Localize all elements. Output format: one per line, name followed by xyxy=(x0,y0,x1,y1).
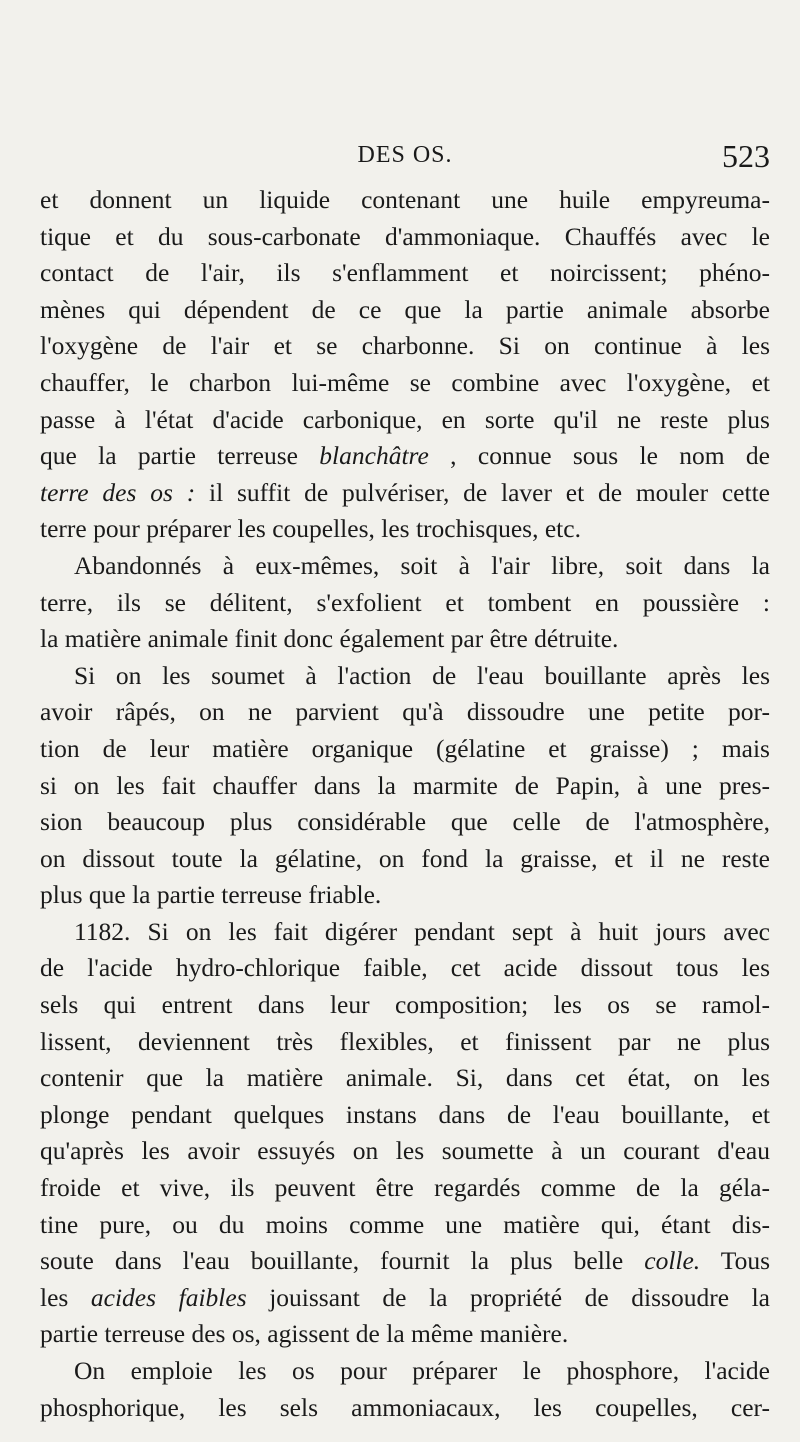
italic-term: acides faibles xyxy=(90,1282,247,1312)
text-line: avoir râpés, on ne parvient qu'à dissoudre une petite por- xyxy=(40,697,770,727)
text-line: l'oxygène de l'air et se charbonne. Si on continue à les xyxy=(40,331,770,361)
text-line: Abandonnés à eux-mêmes, soit à l'air libre, soit dans la xyxy=(74,550,770,580)
text-line: plonge pendant quelques instans dans de l'eau bouillante, et xyxy=(40,1099,770,1129)
text-line: contenir que la matière animale. Si, dans cet état, on les xyxy=(40,1063,770,1093)
text-segment: soute dans l'eau bouillante, fournit la plus belle xyxy=(40,1246,645,1276)
italic-term: blanchâtre xyxy=(319,441,429,471)
text-line: plus que la partie terreuse friable. xyxy=(40,880,382,910)
page-number: 523 xyxy=(722,138,770,174)
text-line xyxy=(40,1243,770,1280)
text-line: lissent, deviennent très flexibles, et finissent par ne plus xyxy=(40,1026,770,1056)
text-line xyxy=(40,438,770,475)
text-line: On emploie les os pour préparer le phosphore, l'acide xyxy=(74,1356,770,1385)
text-segment: Tous xyxy=(700,1246,770,1276)
text-line: chauffer, le charbon lui-même se combine avec l'oxygène, et xyxy=(40,367,770,397)
text-line: tique et du sous-carbonate d'ammoniaque. Chauffés avec le xyxy=(40,221,770,251)
text-line: la matière animale finit donc également par être détruite. xyxy=(40,624,619,654)
text-segment: jouissant de la propriété de dissoudre la xyxy=(246,1282,770,1312)
text-line: passe à l'état d'acide carbonique, en sorte qu'il ne reste plus xyxy=(40,404,770,434)
text-segment: les xyxy=(40,1282,91,1312)
page-header xyxy=(40,138,770,178)
text-line: terre pour préparer les coupelles, les trochisques, etc. xyxy=(40,514,581,544)
text-line: Si on les soumet à l'action de l'eau bouillante après les xyxy=(74,660,770,690)
text-segment: , connue sous le nom de xyxy=(428,441,770,471)
italic-term: terre des os : xyxy=(40,477,196,507)
text-segment: que la partie terreuse xyxy=(40,441,320,471)
text-line: froide et vive, ils peuvent être regardés comme de la géla- xyxy=(40,1173,770,1203)
text-line: de l'acide hydro-chlorique faible, cet acide dissout tous les xyxy=(40,953,770,983)
text-line: phosphorique, les sels ammoniacaux, les coupelles, cer- xyxy=(40,1392,770,1422)
text-line: si on les fait chauffer dans la marmite de Papin, à une pres- xyxy=(40,770,770,800)
text-line: sels qui entrent dans leur composition; les os se ramol- xyxy=(40,990,770,1020)
text-line: mènes qui dépendent de ce que la partie animale absorbe xyxy=(40,294,770,324)
text-line: contact de l'air, ils s'enflamment et noircissent; phéno- xyxy=(40,258,770,288)
running-head: DES OS. xyxy=(357,142,453,168)
text-segment: il suffit de pulvériser, de laver et de mouler cette xyxy=(195,477,770,507)
text-line: terre, ils se délitent, s'exfolient et tombent en poussière : xyxy=(40,587,770,617)
text-line: partie terreuse des os, agissent de la même manière. xyxy=(40,1319,569,1349)
text-line: on dissout toute la gélatine, on fond la graisse, et il ne reste xyxy=(40,843,770,873)
text-line: tine pure, ou du moins comme une matière qui, étant dis- xyxy=(40,1209,770,1239)
text-line: tion de leur matière organique (gélatine et graisse) ; mais xyxy=(40,733,770,763)
text-line xyxy=(40,475,770,512)
italic-term: colle. xyxy=(644,1246,701,1276)
text-line: 1182. Si on les fait digérer pendant sept à huit jours avec xyxy=(74,916,770,946)
text-line: sion beaucoup plus considérable que celle de l'atmosphère, xyxy=(40,807,770,837)
text-line xyxy=(40,1280,770,1317)
text-line: qu'après les avoir essuyés on les soumette à un courant d'eau xyxy=(40,1136,770,1166)
body-text xyxy=(40,182,770,1426)
text-line: et donnent un liquide contenant une huile empyreuma- xyxy=(40,185,770,214)
